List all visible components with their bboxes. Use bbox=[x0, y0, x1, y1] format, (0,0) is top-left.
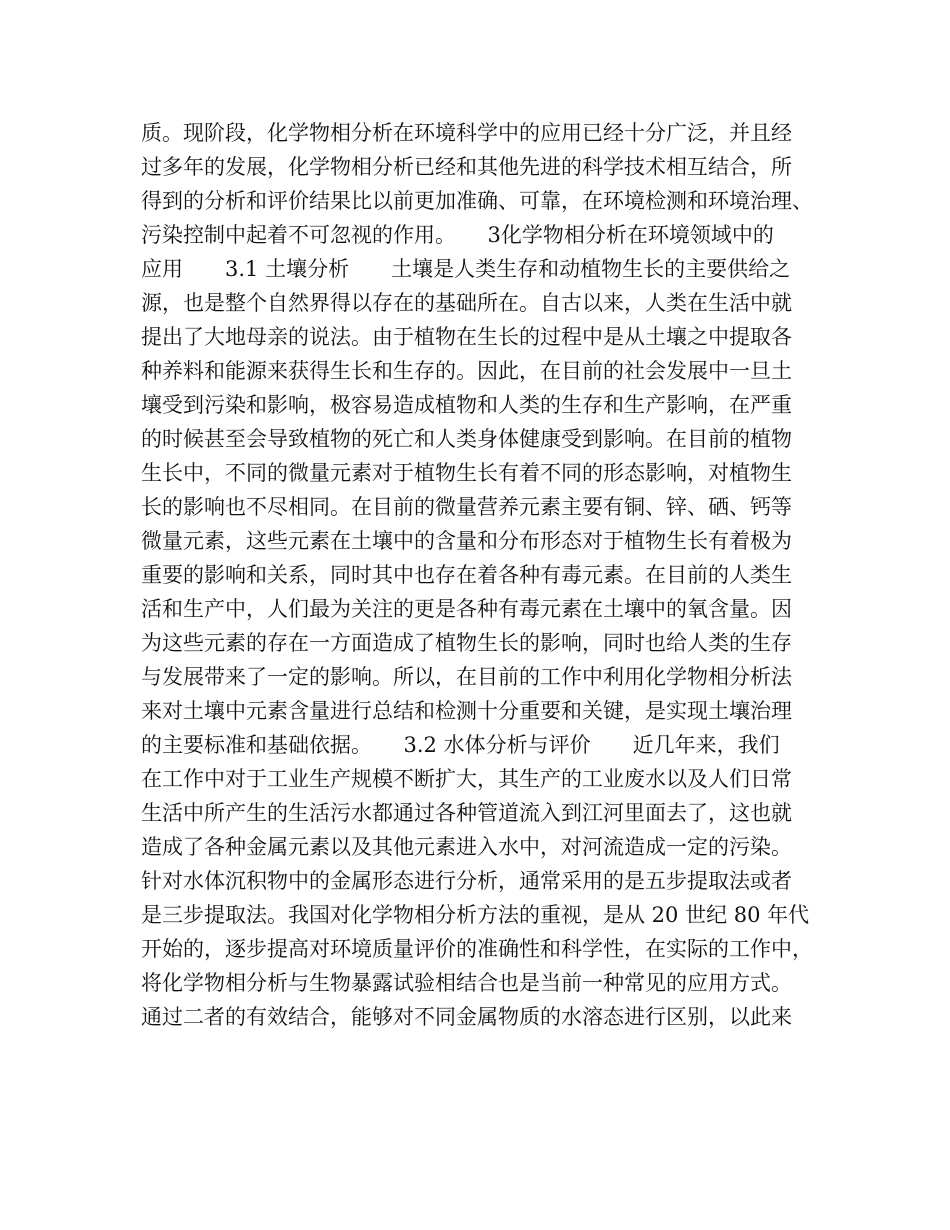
text-line: 将化学物相分析与生物暴露试验相结合也是当前一种常见的应用方式。 bbox=[141, 971, 792, 995]
text-line: 得到的分析和评价结果比以前更加准确、可靠，在环境检测和环境治理、 bbox=[141, 189, 813, 213]
text-line: 应用 3.1 土壤分析 土壤是人类生存和动植物生长的主要供给之 bbox=[141, 257, 791, 281]
text-line: 的时候甚至会导致植物的死亡和人类身体健康受到影响。在目前的植物 bbox=[141, 427, 792, 451]
text-line: 开始的，逐步提高对环境质量评价的准确性和科学性，在实际的工作中， bbox=[141, 937, 813, 961]
text-line: 与发展带来了一定的影响。所以，在目前的工作中利用化学物相分析法 bbox=[141, 665, 792, 689]
text-line: 污染控制中起着不可忽视的作用。 3化学物相分析在环境领域中的 bbox=[141, 223, 774, 247]
body-text bbox=[141, 116, 831, 1034]
text-line: 为这些元素的存在一方面造成了植物生长的影响，同时也给人类的生存 bbox=[141, 631, 792, 655]
text-line: 质。现阶段，化学物相分析在环境科学中的应用已经十分广泛，并且经 bbox=[141, 121, 792, 145]
text-line: 是三步提取法。我国对化学物相分析方法的重视，是从 20 世纪 80 年代 bbox=[141, 903, 810, 927]
text-line: 种养料和能源来获得生长和生存的。因此，在目前的社会发展中一旦土 bbox=[141, 359, 792, 383]
text-line: 通过二者的有效结合，能够对不同金属物质的水溶态进行区别，以此来 bbox=[141, 1005, 792, 1029]
text-line: 生活中所产生的生活污水都通过各种管道流入到江河里面去了，这也就 bbox=[141, 801, 792, 825]
text-line: 造成了各种金属元素以及其他元素进入水中，对河流造成一定的污染。 bbox=[141, 835, 792, 859]
text-line: 过多年的发展，化学物相分析已经和其他先进的科学技术相互结合，所 bbox=[141, 155, 792, 179]
text-line: 生长中，不同的微量元素对于植物生长有着不同的形态影响，对植物生 bbox=[141, 461, 792, 485]
text-line: 微量元素，这些元素在土壤中的含量和分布形态对于植物生长有着极为 bbox=[141, 529, 792, 553]
text-line: 提出了大地母亲的说法。由于植物在生长的过程中是从土壤之中提取各 bbox=[141, 325, 792, 349]
text-line: 活和生产中，人们最为关注的更是各种有毒元素在土壤中的氧含量。因 bbox=[141, 597, 792, 621]
text-line: 重要的影响和关系，同时其中也存在着各种有毒元素。在目前的人类生 bbox=[141, 563, 792, 587]
text-line: 长的影响也不尽相同。在目前的微量营养元素主要有铜、锌、硒、钙等 bbox=[141, 495, 792, 519]
text-line: 的主要标准和基础依据。 3.2 水体分析与评价 近几年来，我们 bbox=[141, 733, 780, 757]
text-line: 源，也是整个自然界得以存在的基础所在。自古以来，人类在生活中就 bbox=[141, 291, 792, 315]
text-line: 在工作中对于工业生产规模不断扩大，其生产的工业废水以及人们日常 bbox=[141, 767, 792, 791]
text-line: 壤受到污染和影响，极容易造成植物和人类的生存和生产影响，在严重 bbox=[141, 393, 792, 417]
text-line: 来对土壤中元素含量进行总结和检测十分重要和关键，是实现土壤治理 bbox=[141, 699, 792, 723]
text-line: 针对水体沉积物中的金属形态进行分析，通常采用的是五步提取法或者 bbox=[141, 869, 792, 893]
